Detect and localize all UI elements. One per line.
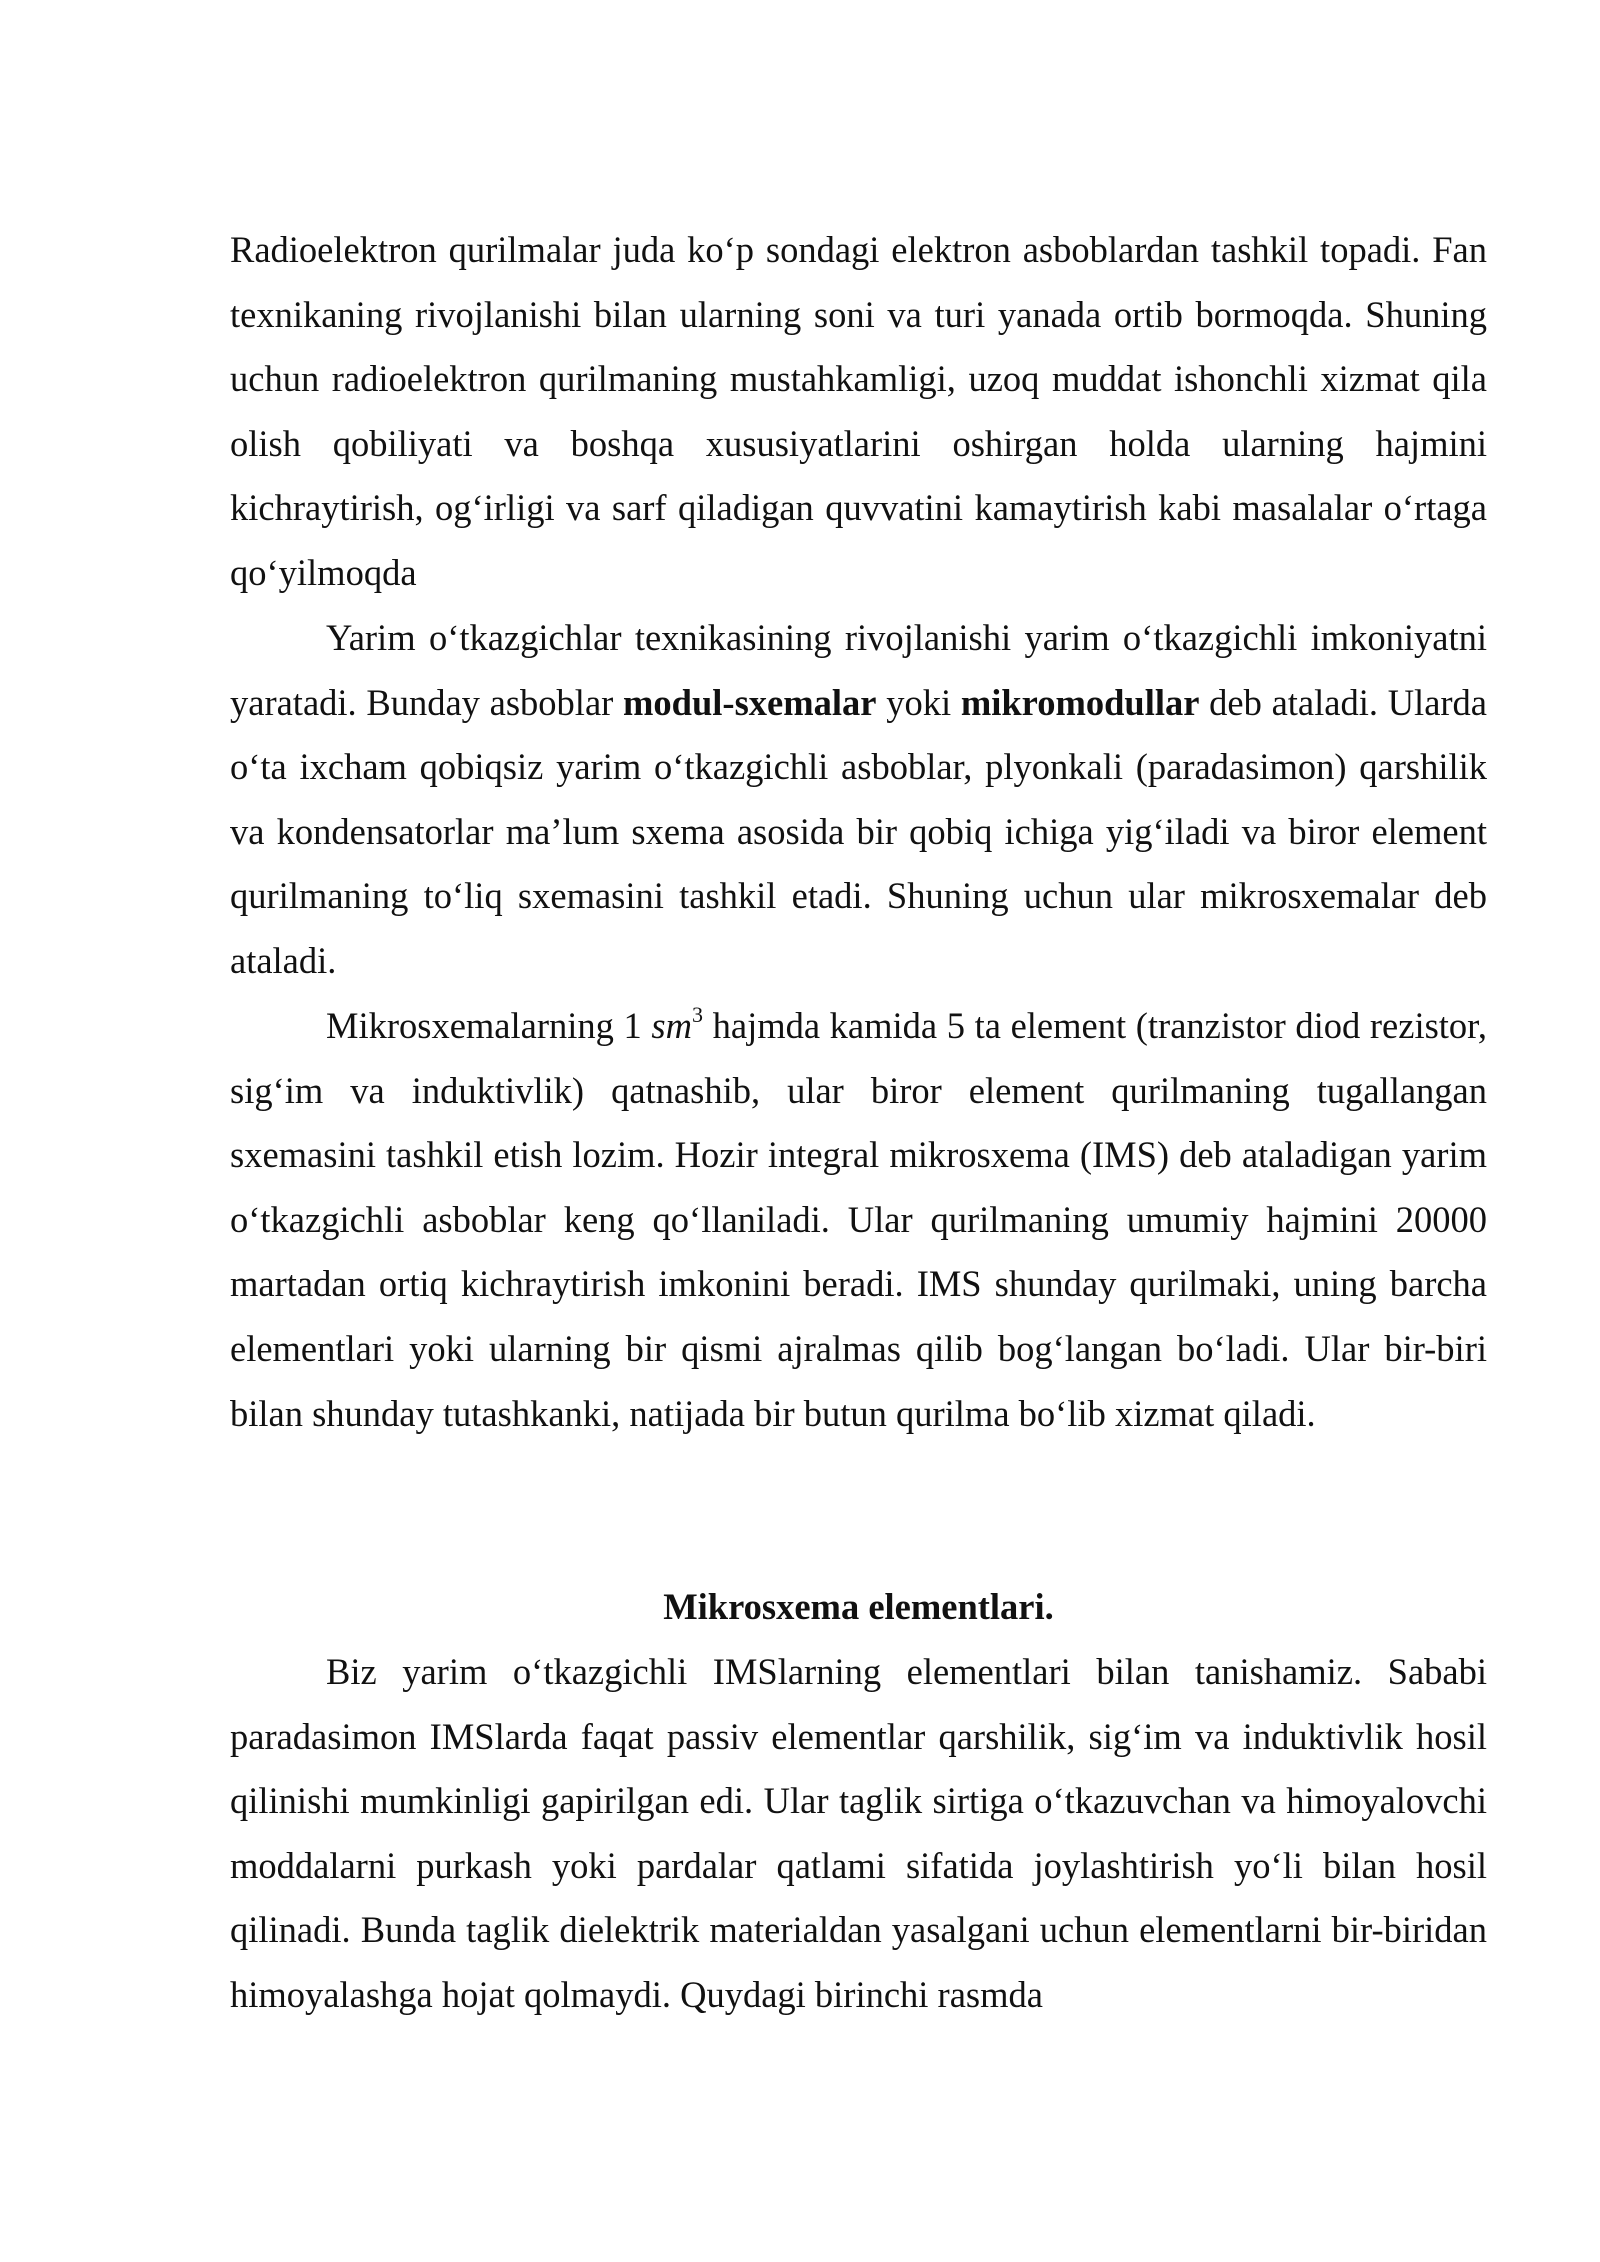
text-segment: hajmda kamida 5 ta element (tranzistor diod rezistor, sig‘im va induktivlik) qatnashib, ular biror element qurilmaning tugallangan sxemasini tashkil etish lozim. Hozir integral mikrosxema (IMS) deb ataladigan yarim o‘tkazgichli asboblar keng qo‘llaniladi. Ular qurilmaning umumiy hajmini 20000 martadan ortiq kichraytirish imkonini beradi. IMS shunday qurilmaki, uning barcha elementlari yoki ularning bir qismi ajralmas qilib bog‘langan bo‘ladi. Ular bir-biri bilan shunday tutashkanki, natijada bir butun qurilma bo‘lib xizmat qiladi. bbox=[230, 1005, 1487, 1434]
bold-term-mikromodullar: mikromodullar bbox=[960, 681, 1200, 723]
text-segment: deb ataladi. Ularda o‘ta ixcham qobiqsiz yarim o‘tkazgichli asboblar, plyonkali (paradasimon) qarshilik va kondensatorlar ma’lum sxema asosida bir qobiq ichiga yig‘iladi va biror element qurilmaning to‘liq sxemasini tashkil etadi. Shuning uchun ular mikrosxemalar deb ataladi. bbox=[230, 681, 1487, 981]
text-segment: yoki bbox=[876, 681, 961, 723]
paragraph-elements-text: Biz yarim o‘tkazgichli IMSlarning elementlari bilan tanishamiz. Sababi paradasimon IMSlarda faqat passiv elementlar qarshilik, sig‘im va induktivlik hosil qilinishi mumkinligi gapirilgan edi. Ular taglik sirtiga o‘tkazuvchan va himoyalovchi moddalarni purkash yoki pardalar qatlami sifatida joylashtirish yo‘li bilan hosil qilinadi. Bunda taglik dielektrik materialdan yasalgani uchun elementlarni bir-biridan himoyalashga hojat qolmaydi. Quydagi birinchi rasmda bbox=[230, 1651, 1487, 2015]
bold-term-modul-sxemalar: modul-sxemalar bbox=[623, 681, 877, 723]
unit-exponent: 3 bbox=[691, 1002, 703, 1027]
paragraph-modul-sxemalar-text bbox=[230, 606, 1487, 994]
paragraph-mikrosxemalar bbox=[230, 994, 1487, 1446]
unit-sm: sm bbox=[651, 1005, 692, 1046]
paragraph-intro bbox=[230, 218, 1487, 606]
paragraph-mikrosxemalar-text bbox=[230, 994, 1487, 1446]
text-segment: Mikrosxemalarning 1 bbox=[326, 1005, 652, 1046]
paragraph-modul-sxemalar bbox=[230, 606, 1487, 994]
paragraph-intro-text: Radioelektron qurilmalar juda ko‘p sondagi elektron asboblardan tashkil topadi. Fan texnikaning rivojlanishi bilan ularning soni va turi yanada ortib bormoqda. Shuning uchun radioelektron qurilmaning mustahkamligi, uzoq muddat ishonchli xizmat qila olish qobiliyati va boshqa xususiyatlarini oshirgan holda ularning hajmini kichraytirish, og‘irligi va sarf qiladigan quvvatini kamaytirish kabi masalalar o‘rtaga qo‘yilmoqda bbox=[230, 229, 1487, 593]
paragraph-elements bbox=[230, 1640, 1487, 2028]
text-segment: Yarim o‘tkazgichlar texnikasining rivojlanishi yarim o‘tkazgichli imkoniyatni yaratadi. Bunday asboblar bbox=[230, 617, 1487, 723]
section-heading: Mikrosxema elementlari. bbox=[663, 1586, 1054, 1627]
